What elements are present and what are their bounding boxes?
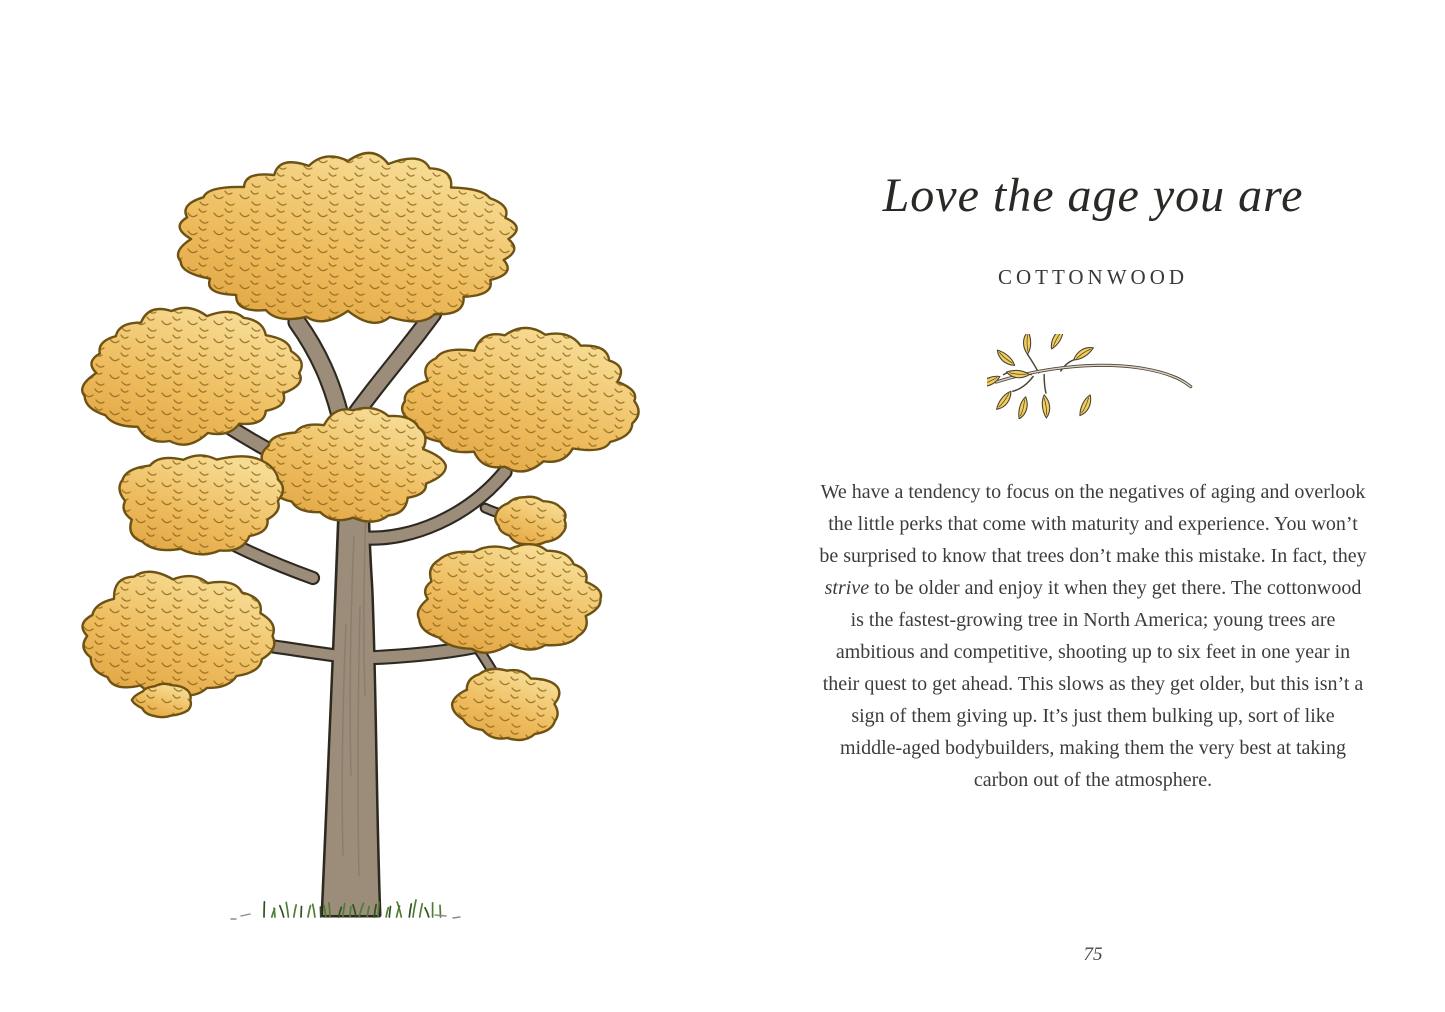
left-page [55, 136, 675, 936]
species-subtitle: COTTONWOOD [997, 265, 1189, 290]
body-paragraph [819, 476, 1367, 796]
emphasized-word: strive [824, 577, 870, 600]
cottonwood-branch-illustration [987, 334, 1199, 419]
page-number: 75 [1083, 944, 1103, 965]
paragraph-text-start: We have a tendency to focus on the negatives of aging and overlook the little perks that come with maturity and experience. You won’t be surprised to know that trees don’t make this mistake. In fact, they [819, 481, 1367, 568]
paragraph-text-end: to be older and enjoy it when they get there. The cottonwood is the fastest-growing tree in North America; young trees are ambitious and competitive, shooting up to six feet in one year in their quest to get ahead. This slows as they get older, but this isn’t a sign of them giving up. It’s just them bulking up, sort of like middle-aged bodybuilders, making them the very best at taking carbon out of the atmosphere. [822, 577, 1364, 792]
cottonwood-tree-illustration [55, 136, 675, 936]
right-page [818, 0, 1368, 1012]
page-title: Love the age you are [882, 169, 1304, 222]
